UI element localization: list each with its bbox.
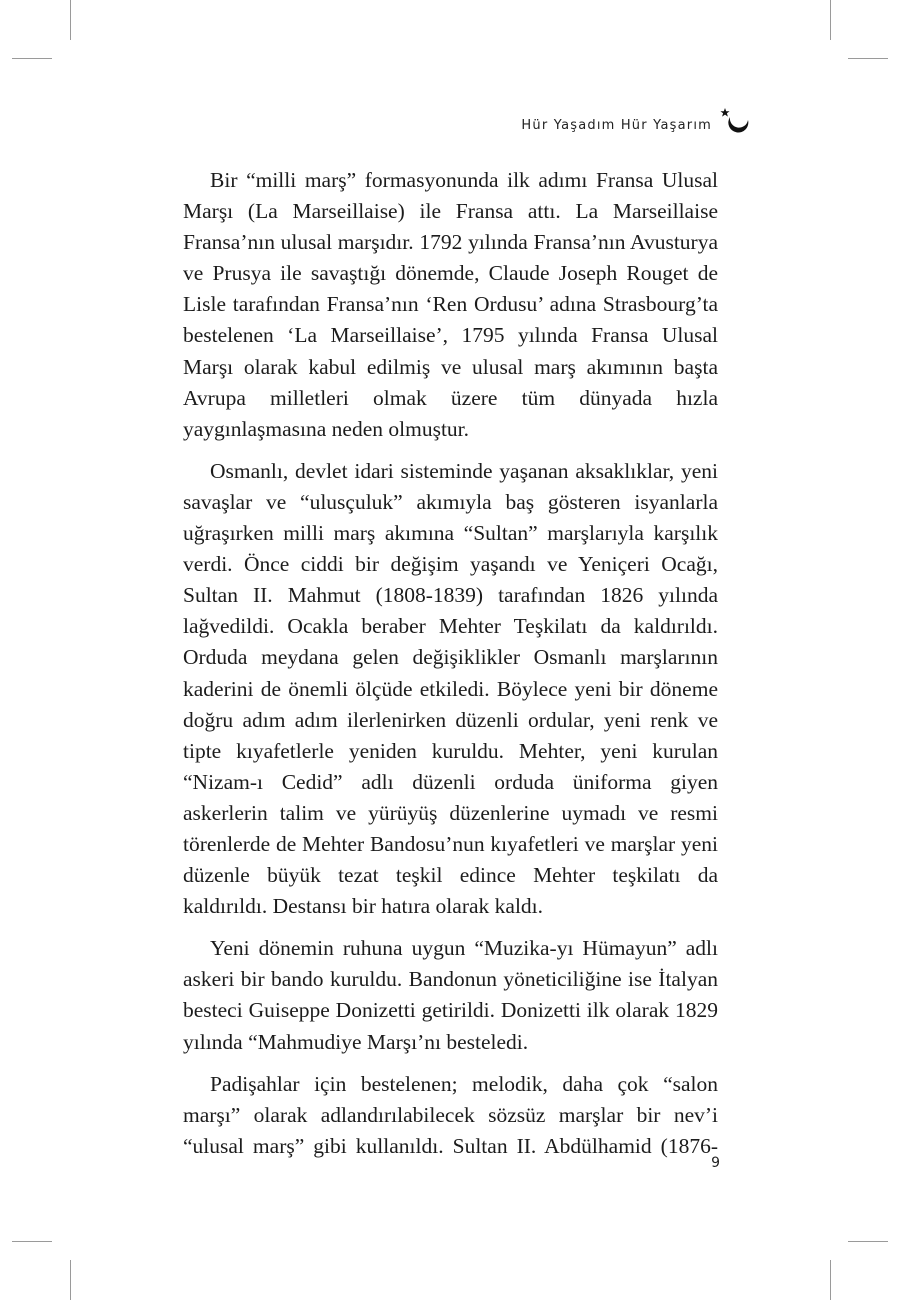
body-text [183, 165, 718, 1173]
crop-mark-top-right [830, 0, 831, 40]
paragraph-4: Padişahlar için bestelenen; melodik, daha çok “salon marşı” olarak adlandırılabilecek sözsüz marşlar bir nev’i “ulusal marş” gibi kullanıldı. Sultan II. Abdülhamid (1876- [183, 1071, 718, 1158]
page-number: 9 [711, 1155, 720, 1171]
crop-mark-top-left [70, 0, 71, 40]
running-header-title: Hür Yaşadım Hür Yaşarım [521, 118, 712, 133]
crescent-star-icon [718, 104, 752, 138]
crop-mark-right-top [848, 58, 888, 59]
paragraph-2: Osmanlı, devlet idari sisteminde yaşanan aksaklıklar, yeni savaşlar ve “ulusçuluk” akımıyla baş gösteren isyanlarla uğraşırken milli marş akımına “Sultan” marşlarıyla karşılık verdi. Önce ciddi bir değişim yaşandı ve Yeniçeri Ocağı, Sultan II. Mahmut (1808-1839) tarafından 1826 yılında lağvedildi. Ocakla beraber Mehter Teşkilatı da kaldırıldı. Orduda meydana gelen değişiklikler Osmanlı marşlarının kaderini de önemli ölçüde etkiledi. Böylece yeni bir döneme doğru adım adım ilerlenirken düzenli ordular, yeni renk ve tipte kıyafetlerle yeniden kuruldu. Mehter, yeni kurulan “Nizam-ı Cedid” adlı düzenli orduda üniforma giyen askerlerin talim ve yürüyüş düzenlerine uymadı ve resmi törenlerde de Mehter Bandosu’nun kıyafetleri ve marşlar yeni düzenle büyük tezat teşkil edince Mehter teşkilatı da kaldırıldı. Destansı bir hatıra olarak kaldı. [183, 458, 718, 919]
crop-mark-bottom-left [70, 1260, 71, 1300]
crop-mark-right-bottom [848, 1241, 888, 1242]
crop-mark-left-top [12, 58, 52, 59]
crop-mark-left-bottom [12, 1241, 52, 1242]
paragraph-3: Yeni dönemin ruhuna uygun “Muzika-yı Hümayun” adlı askeri bir bando kuruldu. Bandonun yöneticiliğine ise İtalyan besteci Guiseppe Donizetti getirildi. Donizetti ilk olarak 1829 yılında “Mahmudiye Marşı’nı besteledi. [183, 936, 718, 1054]
crop-mark-bottom-right [830, 1260, 831, 1300]
paragraph-1: Bir “milli marş” formasyonunda ilk adımı Fransa Ulusal Marşı (La Marseillaise) ile Fransa attı. La Marseillaise Fransa’nın ulusal marşıdır. 1792 yılında Fransa’nın Avusturya ve Prusya ile savaştığı dönemde, Claude Joseph Rouget de Lisle tarafından Fransa’nın ‘Ren Ordusu’ adına Strasbourg’ta bestelenen ‘La Marseillaise’, 1795 yılında Fransa Ulusal Marşı olarak kabul edilmiş ve ulusal marş akımının başta Avrupa milletleri olmak üzere tüm dünyada hızla yaygınlaşmasına neden olmuştur. [183, 168, 718, 441]
